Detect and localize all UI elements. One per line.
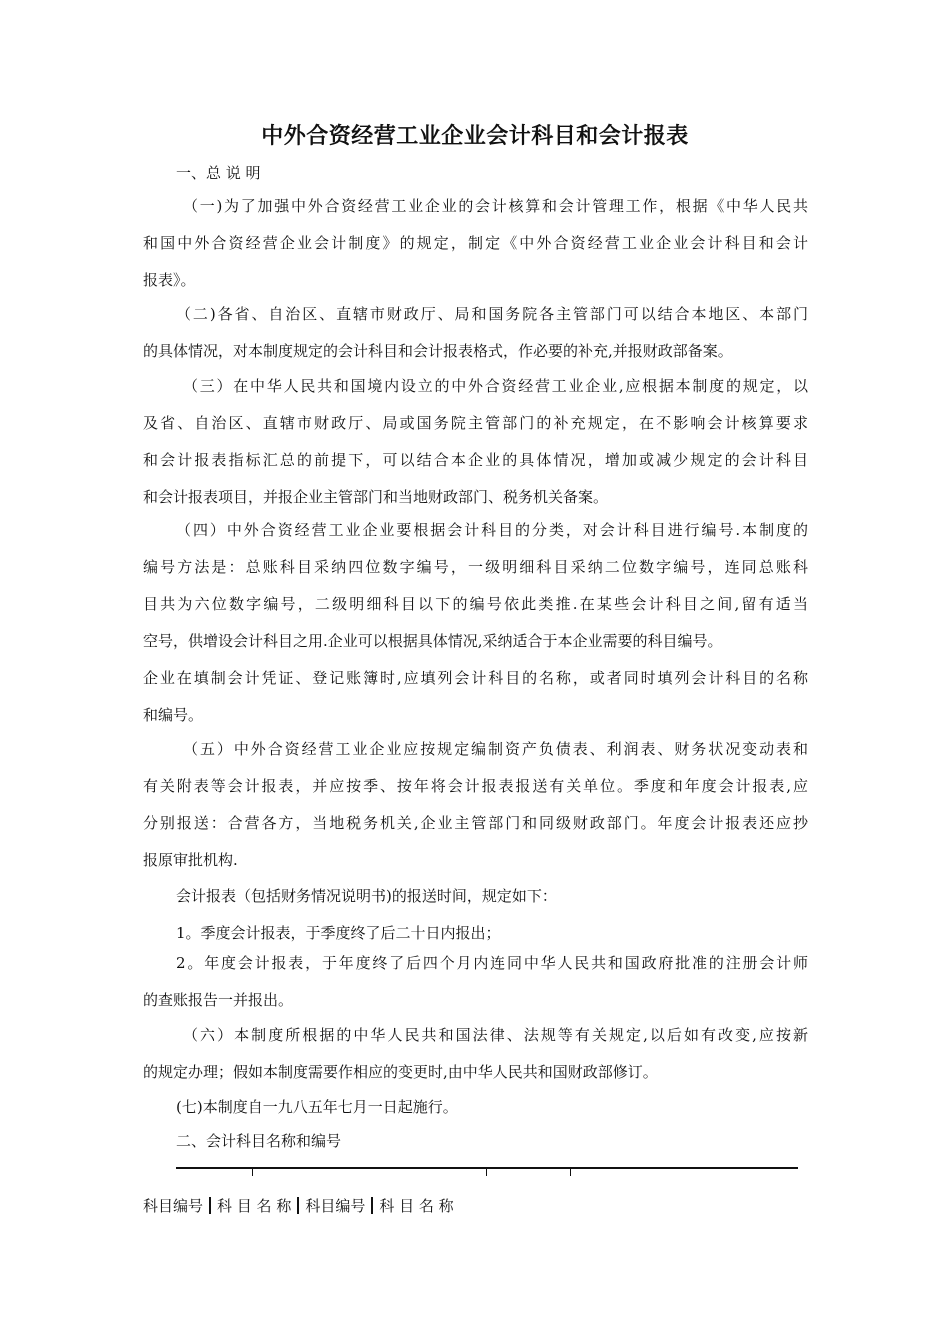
paragraph-5 [143, 731, 808, 879]
paragraph-line: 分别报送：合营各方，当地税务机关,企业主管部门和同级财政部门。年度会计报表还应抄 [143, 814, 808, 832]
paragraph-line: 和编号。 [143, 706, 204, 724]
paragraph-7: (七)本制度自一九八五年七月一日起施行。 [176, 1098, 458, 1116]
paragraph-4 [143, 512, 808, 734]
table-top-rule [176, 1167, 798, 1169]
report-time-intro: 会计报表（包括财务情况说明书)的报送时间，规定如下： [176, 887, 557, 905]
paragraph-line: （二)各省、自治区、直辖市财政厅、局和国务院各主管部门可以结合本地区、本部门 [176, 305, 808, 323]
paragraph-line: 编号方法是：总账科目采纳四位数字编号，一级明细科目采纳二位数字编号，连同总账科 [143, 558, 808, 576]
table-column-divider [371, 1197, 373, 1214]
table-column-divider [570, 1167, 571, 1176]
paragraph-line: （四）中外合资经营工业企业要根据会计科目的分类，对会计科目进行编号.本制度的 [176, 521, 808, 539]
paragraph-line: 和会计报表指标汇总的前提下，可以结合本企业的具体情况，增加或减少规定的会计科目 [143, 451, 808, 469]
paragraph-line: 的查账报告一并报出。 [143, 991, 294, 1009]
paragraph-line: （五）中外合资经营工业企业应按规定编制资产负债表、利润表、财务状况变动表和 [183, 740, 808, 758]
section-heading-accounts: 二、会计科目名称和编号 [176, 1132, 342, 1150]
paragraph-line: 的规定办理；假如本制度需要作相应的变更时,由中华人民共和国财政部修订。 [143, 1063, 658, 1081]
paragraph-line: 空号，供增设会计科目之用.企业可以根据具体情况,采纳适合于本企业需要的科目编号。 [143, 632, 723, 650]
paragraph-line: 和会计报表项目，并报企业主管部门和当地财政部门、税务机关备案。 [143, 488, 609, 506]
paragraph-line: 的具体情况，对本制度规定的会计科目和会计报表格式，作必要的补充,并报财政部备案。 [143, 342, 733, 360]
paragraph-line: 报表》。 [143, 271, 196, 289]
table-header-name: 科 目 名 称 [379, 1197, 454, 1215]
paragraph-3 [143, 368, 808, 516]
paragraph-line: 目共为六位数字编号，二级明细科目以下的编号依此类推.在某些会计科目之间,留有适当 [143, 595, 808, 613]
section-heading-general: 一、总 说 明 [176, 164, 261, 182]
report-item-1: 1。季度会计报表，于季度终了后二十日内报出； [176, 924, 501, 942]
paragraph-line: 及省、自治区、直辖市财政厅、局或国务院主管部门的补充规定，在不影响会计核算要求 [143, 414, 808, 432]
paragraph-line: 有关附表等会计报表，并应按季、按年将会计报表报送有关单位。季度和年度会计报表,应 [143, 777, 808, 795]
paragraph-2 [143, 296, 808, 370]
paragraph-line: 和国中外合资经营企业会计制度》的规定，制定《中外合资经营工业企业会计科目和会计 [143, 234, 808, 252]
report-item-2 [143, 945, 808, 1019]
paragraph-line: 企业在填制会计凭证、登记账簿时,应填列会计科目的名称，或者同时填列会计科目的名称 [143, 669, 808, 687]
table-column-divider [209, 1197, 211, 1214]
table-header-code: 科目编号 [143, 1197, 204, 1215]
table-header-name: 科 目 名 称 [217, 1197, 292, 1215]
paragraph-6 [143, 1017, 808, 1091]
paragraph-line: 2。年度会计报表，于年度终了后四个月内连同中华人民共和国政府批准的注册会计师 [176, 954, 808, 972]
paragraph-line: （三）在中华人民共和国境内设立的中外合资经营工业企业,应根据本制度的规定，以 [183, 377, 808, 395]
paragraph-1 [143, 188, 808, 299]
document-title: 中外合资经营工业企业会计科目和会计报表 [261, 124, 689, 149]
paragraph-line: （一)为了加强中外合资经营工业企业的会计核算和会计管理工作，根据《中华人民共 [183, 197, 808, 215]
table-column-divider [486, 1167, 487, 1176]
paragraph-line: 报原审批机构. [143, 851, 238, 869]
table-column-divider [252, 1167, 253, 1176]
table-header-row [143, 1196, 454, 1216]
table-header-code: 科目编号 [305, 1197, 366, 1215]
paragraph-line: （六）本制度所根据的中华人民共和国法律、法规等有关规定,以后如有改变,应按新 [183, 1026, 808, 1044]
table-column-divider [297, 1197, 299, 1214]
